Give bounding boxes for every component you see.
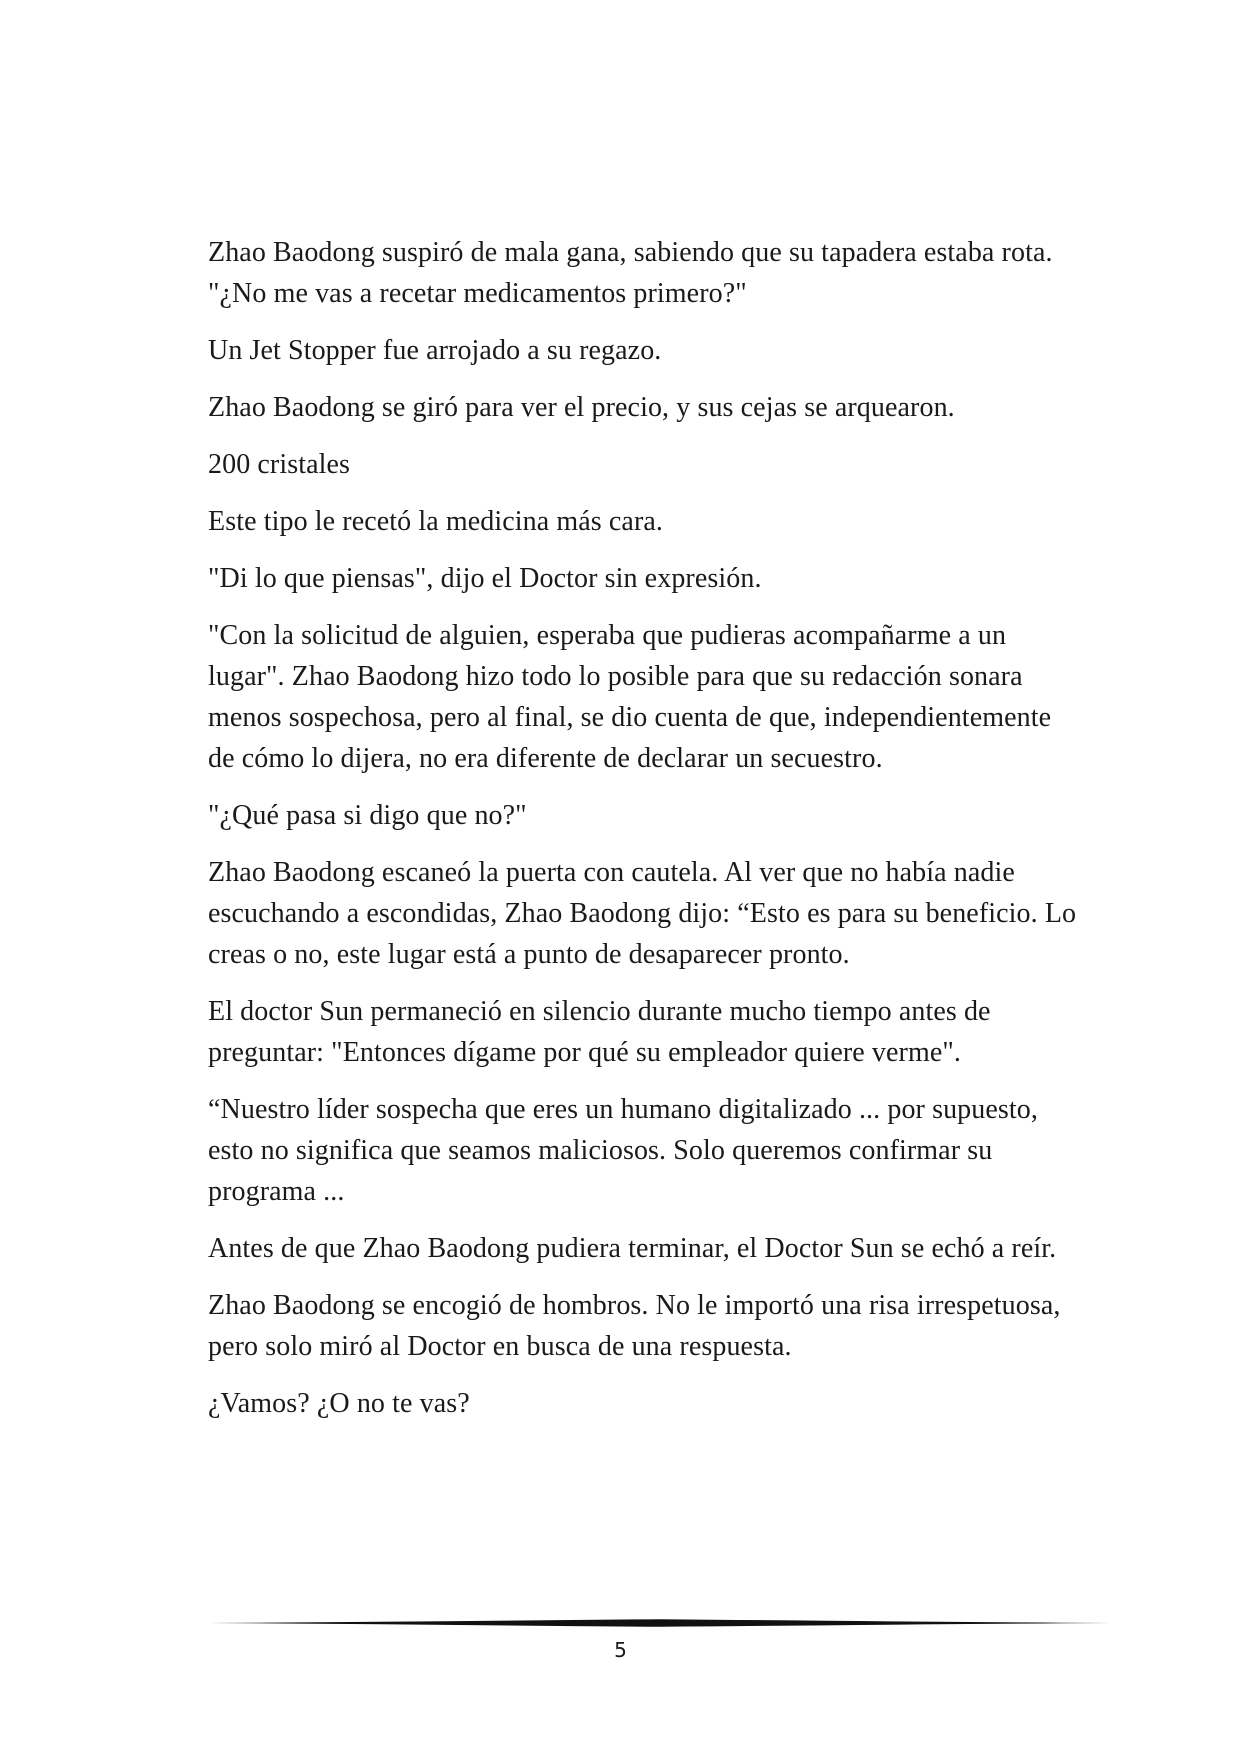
body-text xyxy=(208,232,1078,1440)
paragraph: "¿Qué pasa si digo que no?" xyxy=(208,800,527,831)
paragraph: "Di lo que piensas", dijo el Doctor sin expresión. xyxy=(208,563,762,594)
footer-divider xyxy=(208,1618,1112,1628)
paragraph: Zhao Baodong se giró para ver el precio, y sus cejas se arquearon. xyxy=(208,392,955,423)
paragraph: ¿Vamos? ¿O no te vas? xyxy=(208,1388,470,1419)
paragraph: Zhao Baodong escaneó la puerta con cautela. Al ver que no había nadie escuchando a escondidas, Zhao Baodong dijo: “Esto es para su beneficio. Lo creas o no, este lugar está a punto de desaparecer pronto. xyxy=(208,857,1077,970)
page-number: 5 xyxy=(614,1638,627,1662)
paragraph: 200 cristales xyxy=(208,449,351,480)
paragraph: Zhao Baodong se encogió de hombros. No le importó una risa irrespetuosa, pero solo miró al Doctor en busca de una respuesta. xyxy=(208,1290,1061,1362)
paragraph: Zhao Baodong suspiró de mala gana, sabiendo que su tapadera estaba rota. "¿No me vas a recetar medicamentos primero?" xyxy=(208,237,1053,309)
paragraph: "Con la solicitud de alguien, esperaba que pudieras acompañarme a un lugar". Zhao Baodong hizo todo lo posible para que su redacción sonara menos sospechosa, pero al final, se dio cuenta de que, independientemente de cómo lo dijera, no era diferente de declarar un secuestro. xyxy=(208,620,1052,774)
footer-divider-swash xyxy=(208,1619,1112,1627)
paragraph: El doctor Sun permaneció en silencio durante mucho tiempo antes de preguntar: "Entonces dígame por qué su empleador quiere verme". xyxy=(208,996,991,1068)
paragraph: Un Jet Stopper fue arrojado a su regazo. xyxy=(208,335,662,366)
paragraph: Este tipo le recetó la medicina más cara. xyxy=(208,506,663,537)
paragraph: Antes de que Zhao Baodong pudiera terminar, el Doctor Sun se echó a reír. xyxy=(208,1233,1057,1264)
paragraph: “Nuestro líder sospecha que eres un humano digitalizado ... por supuesto, esto no significa que seamos maliciosos. Solo queremos confirmar su programa ... xyxy=(208,1094,1038,1207)
